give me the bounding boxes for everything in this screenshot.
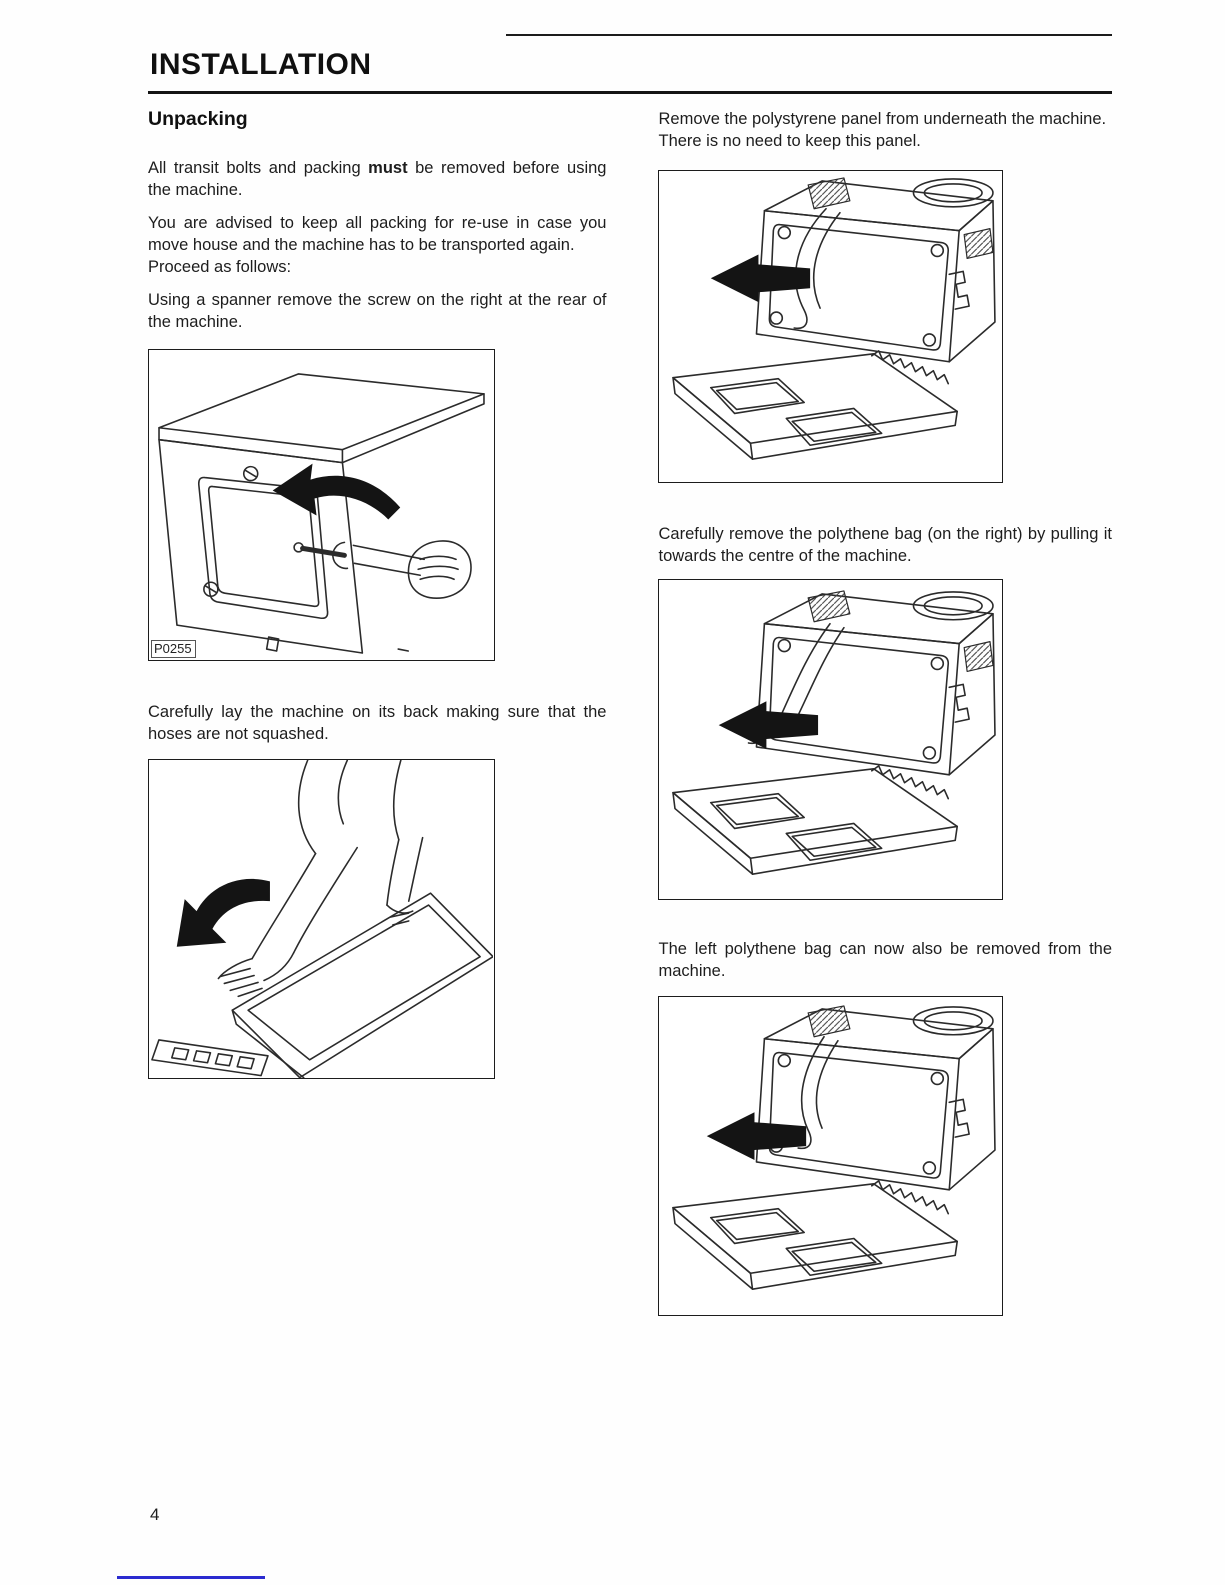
text-run: All transit bolts and packing xyxy=(148,158,361,177)
text-run-bold: must xyxy=(368,158,408,177)
curved-arrow-icon xyxy=(273,463,401,519)
figure-code-label: P0255 xyxy=(151,640,196,658)
title-underline-rule xyxy=(148,91,1112,94)
section-heading-unpacking: Unpacking xyxy=(148,107,248,130)
text-run: You are advised to keep all packing for re-use in case you move house and the machine has to be transported again. xyxy=(148,213,607,254)
top-rule xyxy=(506,34,1112,36)
page-title: INSTALLATION xyxy=(150,48,372,81)
left-arrow-icon xyxy=(719,701,818,749)
right-column xyxy=(658,108,1112,1316)
lay-machine-illustration xyxy=(149,760,493,1078)
page-content xyxy=(148,34,1112,1316)
figure-lay-machine-back xyxy=(148,759,495,1079)
machine-rear-spanner-illustration xyxy=(149,350,493,660)
paragraph-polystyrene-panel xyxy=(658,108,1112,152)
curved-arrow-icon xyxy=(177,878,270,946)
text-run: Carefully lay the machine on its back making sure that the hoses are not squashed. xyxy=(148,702,607,743)
paragraph-right-polythene-bag xyxy=(658,523,1112,567)
left-bag-illustration xyxy=(659,997,1001,1315)
left-column xyxy=(148,108,606,1316)
two-column-layout xyxy=(148,108,1112,1316)
text-run: Remove the polystyrene panel from underneath the machine. xyxy=(658,109,1107,128)
figure-remove-rear-screw xyxy=(148,349,495,661)
text-run: Carefully remove the polythene bag (on the right) by pulling it towards the centre of the machine. xyxy=(658,524,1112,565)
footer-link-underline xyxy=(117,1576,265,1579)
page-number: 4 xyxy=(150,1505,160,1524)
right-bag-illustration xyxy=(659,580,1001,899)
figure-remove-right-bag xyxy=(658,579,1003,900)
text-run: Proceed as follows: xyxy=(148,257,292,276)
paragraph-left-polythene-bag xyxy=(658,938,1112,982)
text-run: The left polythene bag can now also be removed from the machine. xyxy=(658,939,1112,980)
figure-remove-left-bag xyxy=(658,996,1003,1316)
polystyrene-panel-illustration xyxy=(659,171,1001,482)
paragraph-lay-on-back xyxy=(148,701,606,745)
paragraph-transit-bolts xyxy=(148,157,606,201)
paragraph-use-spanner xyxy=(148,289,606,333)
figure-remove-polystyrene-panel xyxy=(658,170,1003,483)
text-run: Using a spanner remove the screw on the right at the rear of the machine. xyxy=(148,290,607,331)
text-run: There is no need to keep this panel. xyxy=(658,131,921,150)
paragraph-keep-packing xyxy=(148,212,606,278)
text-run: be removed before using the machine. xyxy=(148,158,607,199)
